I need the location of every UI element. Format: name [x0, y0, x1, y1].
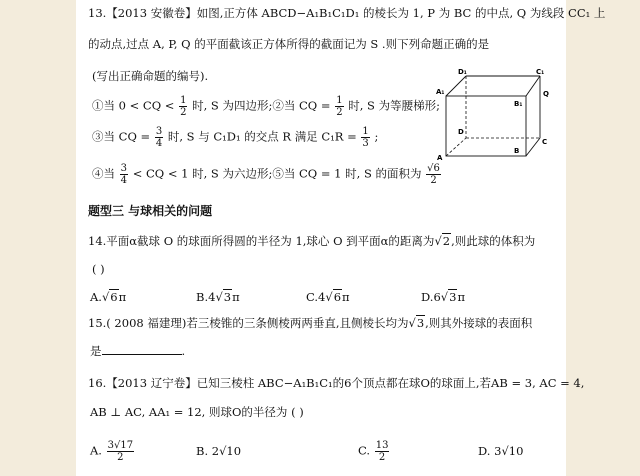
cube-edge-a1d1 — [446, 76, 466, 96]
q13-line1: 13.【2013 安徽卷】如图,正方体 ABCD−A₁B₁C₁D₁ 的棱长为 1, P 为 BC 的中点, Q 为线段 CC₁ 上 — [88, 6, 606, 20]
q13-line2: 的动点,过点 A, P, Q 的平面截该正方体所得的截面记为 S .则下列命题正确的是 — [88, 37, 490, 51]
q14-option-c[interactable]: C.4√6π — [306, 290, 350, 304]
q14-option-d[interactable]: D.6√3π — [421, 290, 466, 304]
fraction: $\frac{1}{3}$ — [362, 126, 369, 149]
q16-option-b[interactable]: B. 2√10 — [196, 444, 242, 458]
label-b1: B₁ — [514, 100, 523, 108]
label-q: Q — [543, 90, 549, 98]
q16-line1: 16.【2013 辽宁卷】已知三棱柱 ABC−A₁B₁C₁的6个顶点都在球O的球面上,若AB = 3, AC = 4, — [88, 376, 585, 390]
q16-option-d[interactable]: D. 3√10 — [478, 444, 524, 458]
cube-diagram — [428, 66, 558, 166]
fraction: $\frac{3√17}{2}$ — [107, 440, 134, 463]
q16-option-c[interactable]: C. $\frac{13}{2}$ — [358, 440, 389, 463]
q14-option-a[interactable]: A.√6π — [90, 290, 127, 304]
label-a: A — [437, 154, 443, 162]
cube-edge-b1c1 — [526, 76, 540, 96]
q16-line2: AB ⊥ AC, AA₁ = 12, 则球O的半径为 ( ) — [90, 405, 304, 419]
fraction: $\frac{1}{2}$ — [180, 95, 187, 118]
fraction: $\frac{13}{2}$ — [375, 440, 389, 463]
label-d1: D₁ — [458, 68, 467, 76]
fraction: $\frac{√6}{2}$ — [427, 163, 440, 186]
q14-option-b[interactable]: B.4√3π — [196, 290, 240, 304]
q14-text: 14.平面α截球 O 的球面所得圆的半径为 1,球心 O 到平面α的距离为√2,则此球的体积为 — [88, 234, 536, 248]
label-a1: A₁ — [436, 88, 445, 96]
q16-option-a[interactable]: A. $\frac{3√17}{2}$ — [90, 440, 134, 463]
fraction: $\frac{3}{4}$ — [155, 126, 163, 149]
label-c: C — [542, 138, 548, 146]
cube-edge-bc — [526, 138, 540, 156]
q13-statement-3: ③当 CQ = $\frac{3}{4}$ 时, S 与 C₁D₁ 的交点 R 满足 C₁R = $\frac{1}{3}$ ; — [92, 126, 379, 149]
q13-statement-4-5: ④当 $\frac{3}{4}$ < CQ < 1 时, S 为六边形;⑤当 CQ = 1 时, S 的面积为 $\frac{√6}{2}$ — [92, 163, 440, 186]
label-d: D — [458, 128, 464, 136]
fraction: $\frac{1}{2}$ — [336, 95, 343, 118]
label-b: B — [514, 147, 520, 155]
q13-line3: (写出正确命题的编号). — [92, 69, 209, 83]
section-title: 题型三 与球相关的问题 — [88, 204, 213, 218]
label-c1: C₁ — [536, 68, 545, 76]
q13-statement-1-2: ①当 0 < CQ < $\frac{1}{2}$ 时, S 为四边形;②当 CQ = $\frac{1}{2}$ 时, S 为等腰梯形; — [92, 95, 440, 118]
q14-answer-paren: ( ) — [92, 262, 105, 276]
q15-text: 15.( 2008 福建理)若三棱锥的三条侧棱两两垂直,且侧棱长均为√3,则其外接球的表面积 — [88, 316, 533, 330]
cube-hidden-edge-ad — [446, 138, 466, 156]
q15-line2: 是 . — [90, 344, 186, 358]
fraction: $\frac{3}{4}$ — [120, 163, 128, 186]
answer-blank[interactable] — [102, 344, 182, 355]
